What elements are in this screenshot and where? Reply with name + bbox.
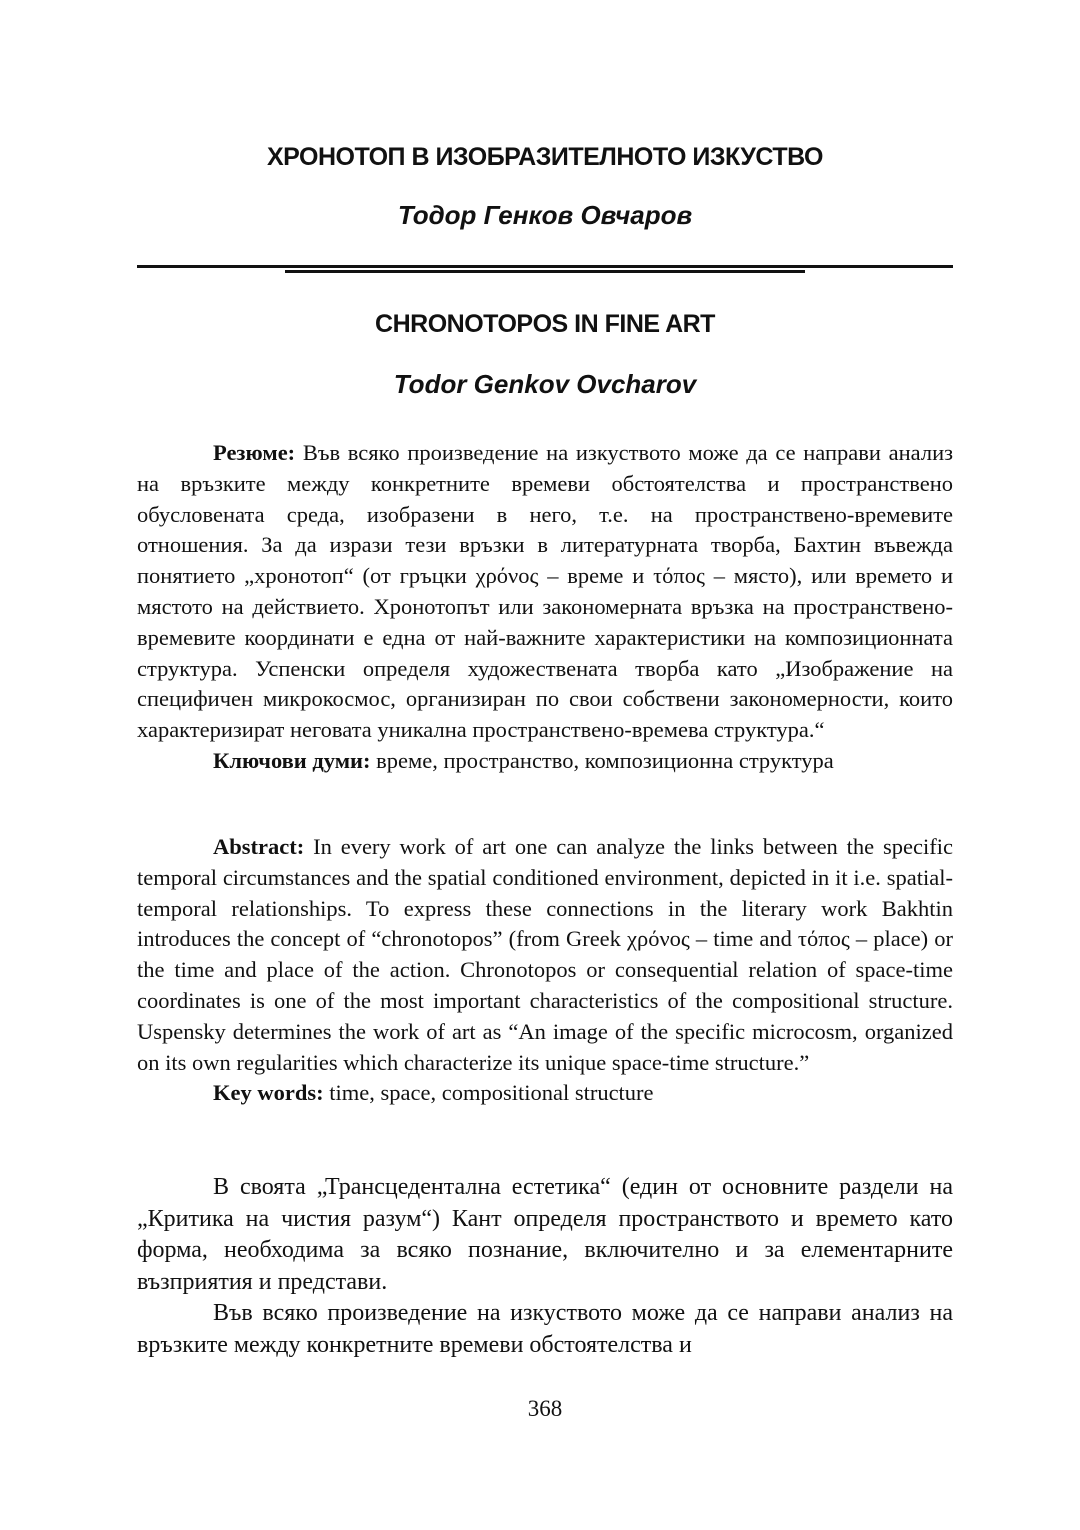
abstract-english-label: Abstract: bbox=[213, 834, 305, 859]
body-paragraph-2: Във всяко произведение на изкуството може да се направи анализ на връзките между конкретните времеви обстоятелства и bbox=[137, 1300, 953, 1358]
abstract-english-text: In every work of art one can analyze the links between the specific temporal circumstances and the spatial conditioned environment, depicted in it i.e. spatial-temporal relationships. To express these connections in the literary work Bakhtin introduces the concept of “chronotopos” (from Greek χρόνος – time and τόπος – place) or the time and place of the action. Chronotopos or consequential relation of space-time coordinates is one of the most important characteristics of the compositional structure. Uspensky determines the work of art as “An image of the specific microcosm, organized on its own regularities which characterize its unique space-time structure.” bbox=[137, 834, 953, 1075]
keywords-english-text: time, space, compositional structure bbox=[323, 1080, 654, 1106]
abstract-english-paragraph bbox=[137, 832, 953, 1078]
abstract-bulgarian-text: Във всяко произведение на изкуството може да се направи анализ на връзките между конкретните времеви обстоятелства и пространствено обусловената среда, изобразени в него, т.е. на пространствено-времевите отношения. За да изрази тези връзки в литературната творба, Бахтин въвежда понятието „хронотоп“ (от гръцки χρόνος – време и τόπος – място), или времето и мястото на действието. Хронотопът или закономерната връзка на пространствено-времевите координати е една от най-важните характеристики на композиционната структура. Успенски определя художествената творба като „Изображение на специфичен микрокосмос, организиран по свои собствени закономерности, които характеризират неговата уникална пространствено-времева структура.“ bbox=[137, 440, 953, 743]
body-paragraph-1: В своята „Трансцедентална естетика“ (един от основните раздели на „Критика на чистия разум“) Кант определя пространството и времето като форма, необходима за всяко познание, включително и за елементарните възприятия и представи. bbox=[137, 1174, 953, 1295]
author-name-english: Todor Genkov Ovcharov bbox=[393, 369, 697, 399]
keywords-bulgarian bbox=[137, 746, 953, 777]
article-title-english: CHRONOTOPOS IN FINE ART bbox=[375, 310, 715, 338]
page-number: 368 bbox=[527, 1396, 563, 1421]
keywords-bulgarian-label: Ключови думи: bbox=[213, 747, 371, 773]
article-title-bulgarian: ХРОНОТОП В ИЗОБРАЗИТЕЛНОТО ИЗКУСТВО bbox=[266, 143, 824, 171]
author-name-bulgarian: Тодор Генков Овчаров bbox=[397, 200, 693, 230]
keywords-english-label: Key words: bbox=[213, 1080, 324, 1106]
keywords-bulgarian-text: време, пространство, композиционна структура bbox=[370, 747, 834, 773]
abstract-bulgarian-paragraph bbox=[137, 438, 953, 746]
abstract-english bbox=[137, 832, 953, 1109]
abstract-bulgarian-label: Резюме: bbox=[213, 440, 296, 465]
keywords-english bbox=[137, 1078, 953, 1109]
divider-line-short bbox=[285, 270, 805, 273]
main-text bbox=[137, 1172, 953, 1361]
divider-line-long bbox=[137, 265, 953, 268]
abstract-bulgarian bbox=[137, 438, 953, 777]
page bbox=[137, 0, 953, 1530]
